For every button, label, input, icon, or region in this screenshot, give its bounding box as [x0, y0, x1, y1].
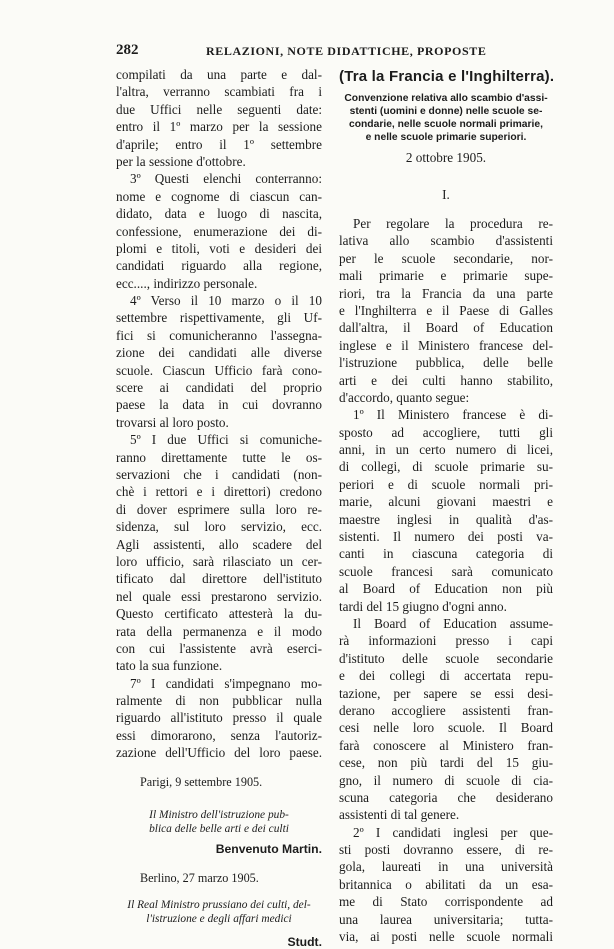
text-line: di dover esprimere sulla loro re- [116, 501, 322, 517]
text-line: due Uffici nelle seguenti date: [116, 101, 322, 117]
text-line: maestre inglesi in qualità d'as- [339, 511, 553, 527]
text-line: d'istituto delle scuole secondarie [339, 650, 553, 666]
place-date: Parigi, 9 settembre 1905. [140, 774, 263, 789]
page-number: 282 [116, 42, 139, 58]
convention-subtitle [339, 92, 553, 144]
text-line: confessione, enumerazione dei di- [116, 223, 322, 239]
text-line: zazione dell'Ufficio del loro paese. [116, 745, 322, 761]
text-line: ecc...., indirizzo personale. [116, 275, 258, 291]
text-line: 3º Questi elenchi conterranno: [130, 171, 322, 187]
text-line: cese, non più tardi del 15 giu- [339, 755, 553, 771]
text-line: derano accogliere assistenti fran- [339, 702, 553, 718]
subtitle-line: stenti (uomini e donne) nelle scuole se- [349, 106, 543, 117]
text-line: sistenti. Il numero dei posti va- [339, 529, 553, 545]
text-line: l'istruzione pubblica, delle belle [339, 355, 553, 371]
text-line: chè i rettori e i direttori) credono [116, 484, 322, 500]
text-line: d'aprile; entro il 1º settembre [116, 136, 322, 152]
text-line: ralmente di non pubblicar nulla [116, 693, 322, 709]
text-line: periori e di scuole normali pri- [339, 476, 553, 492]
text-line: cesi nelle loro scuole. Il Board [339, 720, 553, 736]
text-line: me di Stato corrispondente ad [339, 894, 553, 910]
text-line: 1º Il Ministero francese è di- [353, 407, 553, 423]
text-line: sti posti dovranno essere, di re- [339, 842, 553, 858]
place-date: Berlino, 27 marzo 1905. [140, 870, 259, 885]
right-column [339, 66, 553, 945]
text-line: ranno direttamente tutte le os- [116, 449, 322, 465]
section-number: I. [442, 187, 450, 202]
text-line: trovarsi al loro posto. [116, 414, 229, 430]
left-column [116, 66, 322, 949]
text-line: Per regolare la procedura re- [353, 216, 553, 231]
subtitle-line: condarie, nelle scuole normali primarie, [349, 119, 543, 130]
text-line: canti in ciascuna categoria di [339, 546, 553, 562]
minister-title: l'istruzione e degli affari medici [146, 912, 292, 925]
text-line: 2º I candidati inglesi per que- [353, 824, 553, 840]
text-line: settembre rispettivamente, gli Uf- [116, 310, 322, 326]
text-line: gola, laureati in una università [339, 859, 553, 875]
convention-date: 2 ottobre 1905. [405, 150, 487, 165]
text-line: tato la sua funzione. [116, 658, 223, 674]
minister-title: blica delle belle arti e dei culti [149, 822, 289, 835]
text-line: 7º I candidati s'impegnano mo- [130, 675, 322, 691]
text-line: Agli assistenti, allo scadere del [116, 536, 322, 552]
text-line: loro ufficio, sarà rilasciato un cer- [116, 553, 322, 569]
text-line: arti e dei culti hanno stabilito, [339, 372, 553, 388]
text-line: lativa allo scambio d'assistenti [339, 233, 553, 249]
section-title: (Tra la Francia e l'Inghilterra). [339, 68, 555, 85]
subtitle-line: e nelle scuole primarie superiori. [365, 132, 527, 143]
signature: Studt. [287, 934, 322, 949]
signature: Benvenuto Martin. [215, 841, 322, 856]
text-line: con cui l'assistente avrà eserci- [116, 640, 322, 656]
text-line: rà informazioni presso i capi [339, 633, 553, 649]
text-line: di collegi, di scuole primarie su- [339, 459, 553, 475]
text-line: l'altra, verranno scambiati fra i [116, 84, 322, 100]
text-line: mali primarie e primarie supe- [339, 268, 553, 284]
text-line: nome e cognome di ciascun can- [116, 188, 322, 204]
text-line: e dei collegi di accertata repu- [339, 668, 553, 684]
page-header [0, 42, 614, 62]
text-line: per la sessione d'ottobre. [116, 153, 246, 169]
text-line: via, ai posti nelle scuole normali [339, 929, 553, 945]
text-line: paese la data in cui dovranno [116, 397, 322, 413]
text-line: servazioni che i candidati (non- [116, 466, 322, 482]
text-line: zione dei candidati alle diverse [116, 345, 322, 361]
text-line: per le scuole secondarie, nor- [339, 250, 553, 266]
text-line: 4º Verso il 10 marzo o il 10 [130, 293, 322, 309]
text-line: inglese e il Ministero francese del- [339, 337, 553, 353]
text-line: assistenti di tal genere. [339, 807, 460, 823]
text-line: compilati da una parte e dal- [116, 67, 322, 82]
text-line: Questo certificato attesterà la du- [116, 606, 322, 622]
text-line: entro il 1º marzo per la sessione [116, 119, 322, 135]
text-line: anni, in un certo numero di licei, [339, 442, 553, 458]
text-line: gno, il numero di scuole di cia- [339, 772, 553, 788]
subtitle-line: Convenzione relativa allo scambio d'assi- [344, 93, 548, 104]
text-line: scuole francesi sarà comunicato [339, 563, 553, 579]
text-line: riori, tra la Francia da una parte [339, 285, 553, 301]
text-line: essi dimorarono, senza l'autoriz- [116, 727, 322, 743]
text-line: marie, alcuni giovani maestri e [339, 494, 553, 510]
text-line: tardi del 15 giugno d'ogni anno. [339, 598, 507, 614]
text-line: Il Board of Education assume- [353, 615, 553, 631]
text-line: scuole. Ciascun Ufficio farà cono- [116, 362, 322, 378]
text-line: sidenza, sul loro servizio, ecc. [116, 519, 322, 535]
text-line: plomi e titoli, voti e desideri dei [116, 240, 322, 256]
text-line: didato, data e luogo di nascita, [116, 206, 322, 222]
text-line: farà conoscere al Ministero fran- [339, 737, 553, 753]
text-line: e l'Inghilterra e il Paese di Galles [339, 302, 553, 318]
text-line: d'accordo, quanto segue: [339, 389, 470, 405]
text-line: riguardo all'istituto presso il quale [116, 710, 322, 726]
text-line: scuna categoria che desiderano [339, 789, 553, 805]
text-line: nel quale essi prestarono servizio. [116, 588, 322, 604]
text-line: 5º I due Uffici si comuniche- [130, 432, 322, 448]
minister-title: Il Ministro dell'istruzione pub- [149, 808, 289, 821]
minister-title: Il Real Ministro prussiano dei culti, del- [127, 898, 311, 911]
running-title: RELAZIONI, NOTE DIDATTICHE, PROPOSTE [206, 44, 487, 58]
text-line: rata della permanenza e il modo [116, 623, 322, 639]
text-line: fici si comunicheranno l'assegna- [116, 327, 322, 343]
convention-body [339, 215, 553, 945]
text-line: tazione, per sapere se essi desi- [339, 685, 553, 701]
text-line: sposto ad accogliere, tutti gli [339, 424, 553, 440]
text-line: al Board of Education non più [339, 581, 553, 597]
text-line: dall'altra, il Board of Education [339, 320, 553, 336]
text-line: una laurea universitaria; tutta- [339, 911, 553, 927]
text-line: britannica o abilitati da un esa- [339, 876, 553, 892]
text-line: candidati riguardo alla regione, [116, 258, 322, 274]
text-line: scere ai candidati del proprio [116, 380, 322, 396]
text-line: tificato dal direttore dell'istituto [116, 571, 322, 587]
